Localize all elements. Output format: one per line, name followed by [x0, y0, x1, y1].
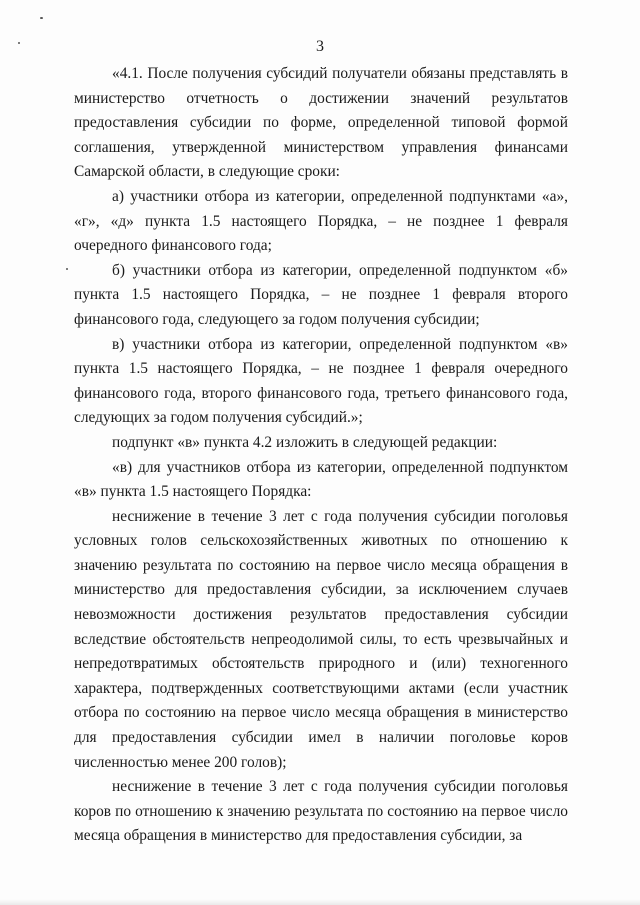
paragraph-item-v: в) участники отбора из категории, определенной подпунктом «в» пункта 1.5 настоящего Порядка, – не позднее 1 февраля очередного финансового года, второго финансового года, третьего финансового года, следующих за годом получения субсидий.»;: [74, 335, 568, 427]
paragraph-cows-condition: неснижение в течение 3 лет с года получения субсидии поголовья коров по отношению к значению результата по состоянию на первое число месяца обращения в министерство для предоставления субсидии, за: [74, 778, 568, 845]
paragraph-item-a: а) участники отбора из категории, определенной подпунктами «а», «г», «д» пункта 1.5 настоящего Порядка, – не позднее 1 февраля очередного финансового года;: [74, 187, 568, 255]
scan-speck: [40, 17, 43, 19]
page-number: 3: [316, 38, 324, 55]
scan-speck: [66, 268, 68, 270]
paragraph-amendment-4-2: подпункт «в» пункта 4.2 изложить в следующей редакции:: [112, 433, 498, 451]
paragraph-subitem-v: «в) для участников отбора из категории, определенной подпунктом «в» пункта 1.5 настоящего Порядка:: [74, 458, 568, 501]
paragraph-4-1: «4.1. После получения субсидий получатели обязаны представлять в министерство отчетность о достижении значений результатов предоставления субсидии по форме, определенной типовой формой соглашения, утвержденной министерством управления финансами Самарской области, в следующие сроки:: [74, 65, 568, 181]
document-body: [74, 62, 568, 849]
paragraph-item-b: б) участники отбора из категории, определенной подпунктом «б» пункта 1.5 настоящего Порядка, – не позднее 1 февраля второго финансового года, следующего за годом получения субсидии;: [74, 261, 568, 328]
scan-bottom-edge: [0, 899, 640, 905]
paragraph-livestock-condition: неснижение в течение 3 лет с года получения субсидии поголовья условных голов сельскохозяйственных животных по отношению к значению результата по состоянию на первое число месяца обращения в министерство для предоставления субсидии, за исключением случаев невозможности достижения результатов предоставления субсидии вследствие обстоятельств непреодолимой силы, то есть чрезвычайных и непредотвратимых обстоятельств природного и (или) техногенного характера, подтвержденных соответствующими актами (если участник отбора по состоянию на первое число месяца обращения в министерство для предоставления субсидии имел в наличии поголовье коров численностью менее 200 голов);: [74, 507, 568, 771]
